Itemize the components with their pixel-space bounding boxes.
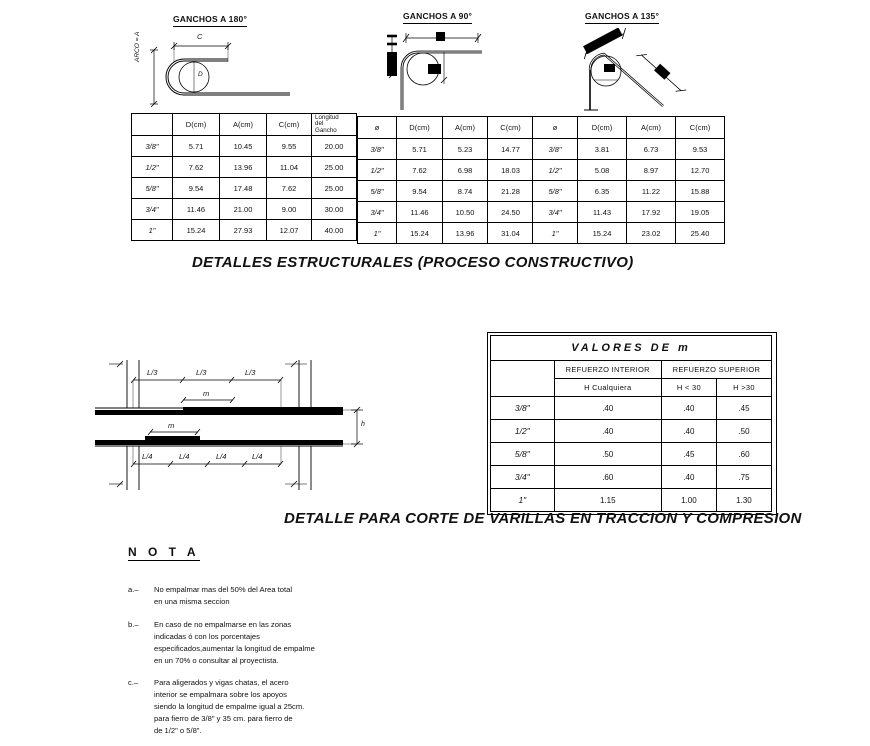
hook-table-180 [131,113,357,241]
note-item-b [128,619,548,667]
cell-d: 11.46 [397,202,443,223]
cell-d: 7.62 [397,160,443,181]
table-row [132,220,357,241]
valores-m-group-header-row [491,361,772,379]
table-row [358,181,534,202]
cell-d: 11.43 [578,202,627,223]
cell-a: 6.73 [627,139,676,160]
cell-sup-lt30: 1.00 [661,489,716,512]
cell-lg: 25.00 [312,157,357,178]
cell-sup-gt30: .60 [716,443,771,466]
note-body-b [154,619,315,667]
dim-top-3: L/3 [245,368,256,377]
cell-c: 18.03 [488,160,534,181]
note-line: especificados,aumentar la longitud de empalme [154,644,315,653]
hook-table-90-wrap [357,116,534,244]
cell-a: 10.45 [220,136,267,157]
header-longitud-l3: Gancho [315,126,337,134]
hook-title-90: GANCHOS A 90° [403,11,472,24]
header-dia: ø [533,117,578,139]
hook-table-180-wrap [131,113,357,241]
valores-m-table [490,335,772,512]
dim-top-1: L/3 [147,368,158,377]
cell-d: 9.54 [173,178,220,199]
cell-dia: 3/8" [533,139,578,160]
note-key-a: a.– [128,585,139,594]
cell-dia: 3/8" [132,136,173,157]
valores-m-title: VALORES DE m [491,336,772,361]
beam-splice-svg [95,358,385,493]
hook-180-svg [140,32,310,110]
cell-a: 23.02 [627,223,676,244]
cell-dia: 3/4" [533,202,578,223]
cell-d: 5.71 [173,136,220,157]
note-line: Para aligerados y vigas chatas, el acero [154,678,289,687]
table-row [491,443,772,466]
cell-d: 11.46 [173,199,220,220]
cell-dia: 5/8" [533,181,578,202]
group-header-interior: REFUERZO INTERIOR [554,361,661,379]
cell-c: 11.04 [267,157,312,178]
table-row [358,139,534,160]
cell-interior: .40 [554,397,661,420]
cell-a: 8.97 [627,160,676,181]
note-item-c [128,677,548,737]
header-a: A(cm) [627,117,676,139]
cell-dia: 3/8" [491,397,555,420]
cell-sup-gt30: .50 [716,420,771,443]
cell-d: 3.81 [578,139,627,160]
note-line: siendo la longitud de empalme igual a 25cm. [154,702,305,711]
cell-sup-gt30: 1.30 [716,489,771,512]
dim-top-2: L/3 [196,368,207,377]
table-header-row [358,117,534,139]
cell-d: 7.62 [173,157,220,178]
cell-dia: 1" [491,489,555,512]
cell-lg: 20.00 [312,136,357,157]
title-detalles-estructurales: DETALLES ESTRUCTURALES (PROCESO CONSTRUCTIVO) [192,254,634,271]
hook-title-180: GANCHOS A 180° [173,14,247,27]
header-dia [132,114,173,136]
cell-lg: 40.00 [312,220,357,241]
cell-sup-gt30: .45 [716,397,771,420]
cell-interior: 1.15 [554,489,661,512]
cell-c: 12.70 [676,160,725,181]
cell-sup-lt30: .45 [661,443,716,466]
header-c: C(cm) [676,117,725,139]
cell-c: 24.50 [488,202,534,223]
cell-a: 6.98 [443,160,488,181]
cell-dia: 1/2" [358,160,397,181]
header-d: D(cm) [173,114,220,136]
hook-diagram-90 [378,28,508,113]
table-row [132,157,357,178]
cell-a: 21.00 [220,199,267,220]
table-row [132,199,357,220]
table-row [358,160,534,181]
cell-dia: 3/8" [358,139,397,160]
nota-block [128,543,548,746]
hook-135-svg [568,28,698,113]
cell-dia: 5/8" [358,181,397,202]
cell-dia: 1" [533,223,578,244]
note-key-b: b.– [128,620,139,629]
dim-bottom-4: L/4 [252,452,263,461]
header-d: D(cm) [397,117,443,139]
cell-interior: .50 [554,443,661,466]
cell-c: 12.07 [267,220,312,241]
label-m-top: m [203,389,210,398]
cell-interior: .40 [554,420,661,443]
header-d: D(cm) [578,117,627,139]
table-header-row [132,114,357,136]
cell-lg: 25.00 [312,178,357,199]
cell-a: 11.22 [627,181,676,202]
note-line: No empalmar mas del 50% del Area total [154,585,293,594]
table-row [358,223,534,244]
table-row [533,181,725,202]
hook-diagram-180 [134,31,310,110]
dim-bottom-2: L/4 [179,452,190,461]
note-body-a [154,584,292,608]
cell-d: 5.71 [397,139,443,160]
note-line: en una misma seccion [154,597,230,606]
table-header-row [533,117,725,139]
label-d-180: D [198,71,203,78]
hook-table-135-wrap [532,116,725,244]
cell-a: 17.48 [220,178,267,199]
note-body-c [154,677,304,737]
header-a: A(cm) [443,117,488,139]
note-line: indicadas ó con los porcentajes [154,632,260,641]
table-row [533,202,725,223]
cell-c: 31.04 [488,223,534,244]
table-row [491,420,772,443]
note-line: interior se empalmara sobre los apoyos [154,690,287,699]
note-line: En caso de no empalmarse en las zonas [154,620,292,629]
cell-a: 8.74 [443,181,488,202]
cell-c: 7.62 [267,178,312,199]
cell-c: 9.55 [267,136,312,157]
table-row [491,466,772,489]
valores-m-table-wrap [487,332,777,515]
hook-diagram-135 [568,28,698,113]
label-arco-180: ARCO = A [134,31,141,62]
group-header-superior: REFUERZO SUPERIOR [661,361,771,379]
cell-dia: 1/2" [491,420,555,443]
cell-sup-lt30: .40 [661,466,716,489]
cell-dia: 1" [358,223,397,244]
cell-c: 14.77 [488,139,534,160]
cell-dia: 5/8" [491,443,555,466]
cell-dia: 1/2" [533,160,578,181]
beam-splice-diagram [95,358,385,493]
header-dia: ø [358,117,397,139]
label-m-bottom: m [168,421,175,430]
title-detalle-corte: DETALLE PARA CORTE DE VARILLAS EN TRACCION Y COMPRESION [284,510,802,527]
note-item-a [128,584,548,608]
cell-a: 13.96 [220,157,267,178]
cell-c: 15.88 [676,181,725,202]
cell-d: 6.35 [578,181,627,202]
dim-bottom-1: L/4 [142,452,153,461]
table-row [132,178,357,199]
cell-a: 10.50 [443,202,488,223]
cell-d: 9.54 [397,181,443,202]
cell-a: 27.93 [220,220,267,241]
table-row [533,160,725,181]
valores-m-corner-cell [491,361,555,397]
sub-header-cualquiera: H Cualquiera [554,379,661,397]
cell-interior: .60 [554,466,661,489]
note-line: en un 70% o consultar al proyectista. [154,656,279,665]
table-row [491,489,772,512]
sub-header-gt30: H >30 [716,379,771,397]
valores-m-title-row [491,336,772,361]
table-row [132,136,357,157]
cell-c: 19.05 [676,202,725,223]
note-line: de 1/2" o 5/8". [154,726,202,735]
cell-dia: 1/2" [132,157,173,178]
cell-c: 9.00 [267,199,312,220]
cell-d: 15.24 [578,223,627,244]
cell-c: 9.53 [676,139,725,160]
dim-bottom-3: L/4 [216,452,227,461]
table-row [491,397,772,420]
cell-sup-gt30: .75 [716,466,771,489]
table-row [358,202,534,223]
note-line: para fierro de 3/8" y 35 cm. para fierro de [154,714,293,723]
header-c: C(cm) [488,117,534,139]
note-key-c: c.– [128,678,139,687]
cell-c: 25.40 [676,223,725,244]
cell-sup-lt30: .40 [661,420,716,443]
hook-table-90 [357,116,534,244]
table-row [533,139,725,160]
cell-dia: 3/4" [491,466,555,489]
header-longitud-l2: del [315,120,324,128]
hook-90-svg [378,28,508,113]
sub-header-lt30: H < 30 [661,379,716,397]
cell-dia: 1" [132,220,173,241]
cell-dia: 3/4" [358,202,397,223]
hook-title-135: GANCHOS A 135° [585,11,659,24]
nota-heading: N O T A [128,545,200,559]
cell-dia: 5/8" [132,178,173,199]
cell-c: 21.28 [488,181,534,202]
header-c: C(cm) [267,114,312,136]
label-c-180: C [197,32,203,41]
cell-dia: 3/4" [132,199,173,220]
label-h: h [361,421,365,428]
cell-sup-lt30: .40 [661,397,716,420]
cell-a: 5.23 [443,139,488,160]
header-longitud [312,114,357,136]
hook-table-135 [532,116,725,244]
table-row [533,223,725,244]
cell-d: 15.24 [397,223,443,244]
header-a: A(cm) [220,114,267,136]
cell-d: 15.24 [173,220,220,241]
cell-d: 5.08 [578,160,627,181]
header-longitud-l1: Longitud [315,113,339,121]
cell-a: 13.96 [443,223,488,244]
cell-a: 17.92 [627,202,676,223]
cell-lg: 30.00 [312,199,357,220]
